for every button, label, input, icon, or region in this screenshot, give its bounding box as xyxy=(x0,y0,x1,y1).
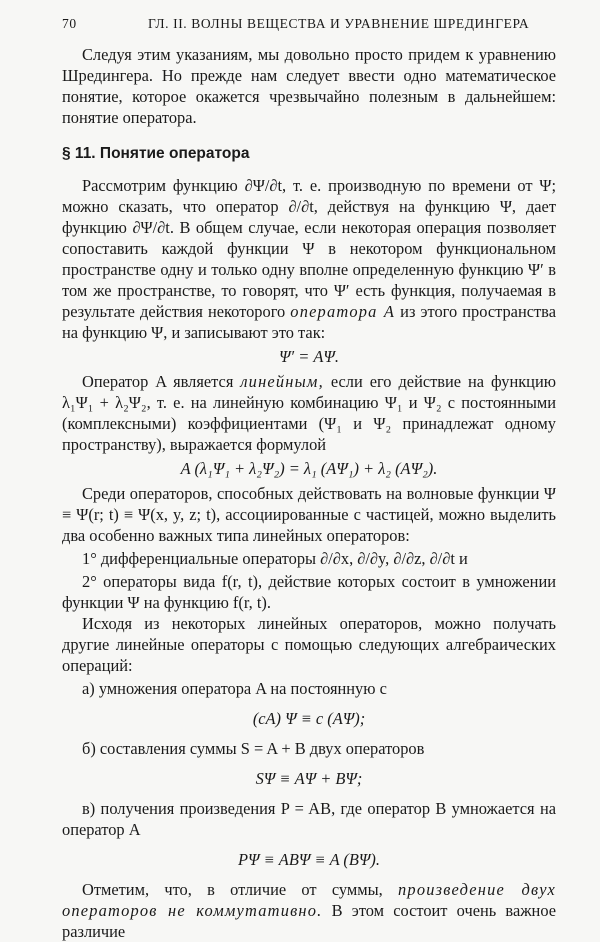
operation-sum: б) составления суммы S = A + B двух операторов xyxy=(82,739,425,758)
p2-lead: Оператор A является xyxy=(82,372,234,391)
p2-text: если его действие на функцию λ₁Ψ₁ + λ₂Ψ₂, т. е. на линейную комбинацию Ψ₁ и Ψ₂ с постоянными (комплексными) коэффициентами (Ψ₁ и Ψ₂ принадлежат одному пространству), выражается формулой xyxy=(62,372,556,454)
paragraph-algebraic-operations: Исходя из некоторых линейных операторов, можно получать другие линейные операторы с помощью следующих алгебраических операций: xyxy=(62,614,556,675)
formula-linearity: A (λ₁Ψ₁ + λ₂Ψ₂) = λ₁ (AΨ₁) + λ₂ (AΨ₂). xyxy=(180,459,438,478)
page-body xyxy=(62,44,556,942)
operation-product: в) получения произведения P = AB, где оператор B умножается на оператор A xyxy=(62,799,556,839)
list-item-multiplicative: 2° операторы вида f(r, t), действие которых состоит в умножении функции Ψ на функцию f(r, t). xyxy=(62,572,556,612)
formula-product: PΨ ≡ ABΨ ≡ A (BΨ). xyxy=(238,850,380,869)
p5-lead: Отметим, что, в отличие от суммы, xyxy=(82,880,383,899)
formula-operator-action: Ψ′ = AΨ. xyxy=(278,347,339,366)
term-operator: оператора A xyxy=(290,302,396,321)
list-item-differential: 1° дифференциальные операторы ∂/∂x, ∂/∂y, ∂/∂z, ∂/∂t и xyxy=(82,549,468,568)
p1-text: Рассмотрим функцию ∂Ψ/∂t, т. е. производную по времени от Ψ; можно сказать, что оператор ∂/∂t, действуя на функцию Ψ, дает функцию ∂Ψ/∂t. В общем случае, если некоторая операция позволяет сопоставить каждой функции Ψ в некотором функциональном пространстве одну и только одну вполне определенную функцию Ψ′ в том же пространстве, то говорят, что Ψ′ есть функция, получаемая в результате действия некоторого xyxy=(62,176,556,321)
paragraph-linear-operator xyxy=(62,371,556,455)
intro-paragraph: Следуя этим указаниям, мы довольно просто придем к уравнению Шредингера. Но прежде нам следует ввести одно математическое понятие, которое окажется чрезвычайно полезным в дальнейшем: понятие оператора. xyxy=(62,45,556,127)
formula-scalar-multiplication: (cA) Ψ ≡ c (AΨ); xyxy=(252,709,366,728)
term-noncommutative: произведение двух операторов не коммутативно. xyxy=(62,880,556,920)
paragraph-noncommutativity xyxy=(62,879,556,942)
section-title: § 11. Понятие оператора xyxy=(62,145,250,162)
running-title: ГЛ. II. ВОЛНЫ ВЕЩЕСТВА И УРАВНЕНИЕ ШРЕДИНГЕРА xyxy=(148,16,530,31)
p1-tail: из этого пространства на функцию Ψ, и записывают это так: xyxy=(62,302,556,342)
paragraph-operator-types: Среди операторов, способных действовать на волновые функции Ψ ≡ Ψ(r; t) ≡ Ψ(x, y, z; t), ассоциированные с частицей, можно выделить два особенно важных типа линейных операторов: xyxy=(62,484,556,545)
page-number: 70 xyxy=(62,16,77,31)
p5-tail: В этом состоит очень важное различие xyxy=(62,901,556,941)
paragraph-operator-definition xyxy=(62,175,556,343)
term-linear: линейным, xyxy=(240,372,324,391)
operation-scalar-multiplication: а) умножения оператора A на постоянную c xyxy=(82,679,387,698)
formula-sum: SΨ ≡ AΨ + BΨ; xyxy=(255,769,363,788)
